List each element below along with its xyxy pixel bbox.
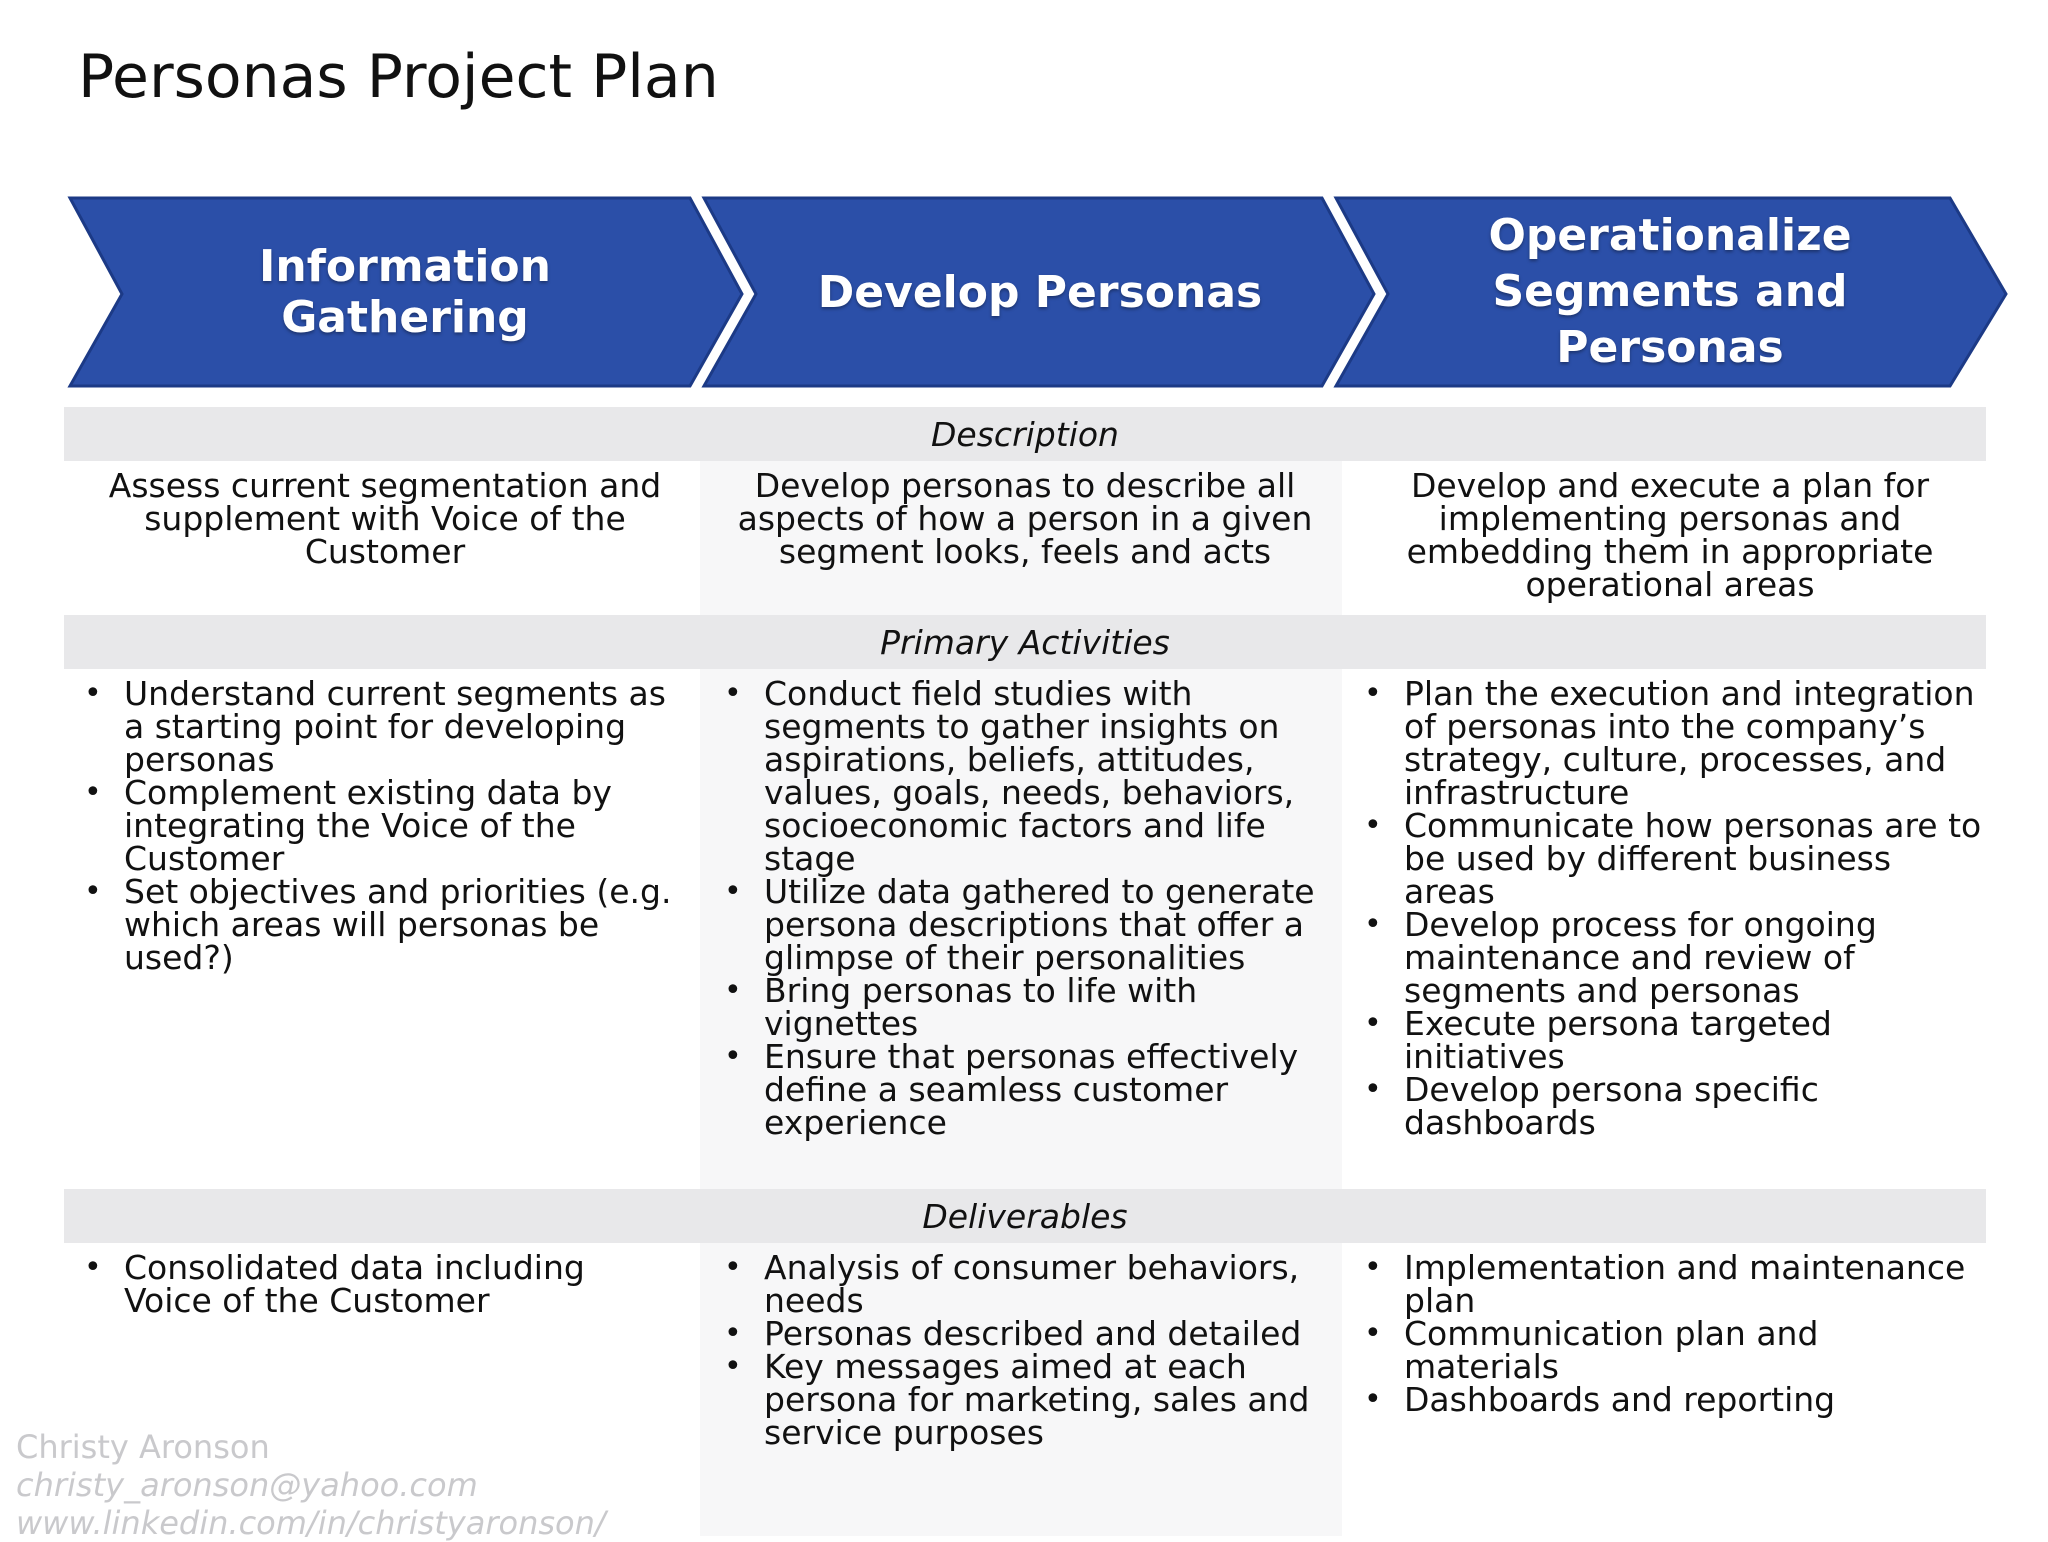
activities-develop-personas: [722, 674, 1332, 1142]
section-band-primary-activities: Primary Activities: [64, 615, 1986, 669]
author-linkedin: www.linkedin.com/in/christyaronson/: [16, 1504, 606, 1542]
activity-item: • Complement existing data by integrating the Voice of the Customer: [82, 776, 682, 875]
activities-information-gathering: [82, 674, 682, 977]
deliverable-item: • Communication plan and materials: [1362, 1317, 1982, 1383]
deliverables-operationalize: [1362, 1248, 1982, 1419]
deliverable-item: • Dashboards and reporting: [1362, 1383, 1982, 1416]
author-name: Christy Aronson: [16, 1428, 270, 1466]
phase-label-information-gathering: Information Gathering: [259, 241, 551, 343]
activity-item: • Develop process for ongoing maintenance and review of segments and personas: [1362, 908, 1982, 1007]
page-title: Personas Project Plan: [78, 42, 719, 112]
author-footer: [16, 1428, 606, 1542]
deliverables-develop-personas: [722, 1248, 1332, 1452]
deliverable-item: • Personas described and detailed: [722, 1317, 1332, 1350]
activities-operationalize: [1362, 674, 1982, 1142]
description-information-gathering: Assess current segmentation and supplement with Voice of the Customer: [108, 466, 662, 571]
activity-item: • Set objectives and priorities (e.g. which areas will personas be used?): [82, 875, 682, 974]
activity-item: • Develop persona specific dashboards: [1362, 1073, 1982, 1139]
activity-item: • Understand current segments as a starting point for developing personas: [82, 677, 682, 776]
deliverable-item: • Consolidated data including Voice of the Customer: [82, 1251, 682, 1317]
description-develop-personas: Develop personas to describe all aspects of how a person in a given segment looks, feels and acts: [737, 466, 1313, 571]
section-band-deliverables: Deliverables: [64, 1189, 1986, 1243]
deliverable-item: • Implementation and maintenance plan: [1362, 1251, 1982, 1317]
author-email: christy_aronson@yahoo.com: [16, 1466, 478, 1504]
activity-item: • Communicate how personas are to be used by different business areas: [1362, 809, 1982, 908]
deliverable-item: • Key messages aimed at each persona for marketing, sales and service purposes: [722, 1350, 1332, 1449]
activity-item: • Plan the execution and integration of personas into the company’s strategy, culture, processes, and infrastructure: [1362, 677, 1982, 809]
activity-item: • Bring personas to life with vignettes: [722, 974, 1332, 1040]
deliverable-item: • Analysis of consumer behaviors, needs: [722, 1251, 1332, 1317]
activity-item: • Utilize data gathered to generate persona descriptions that offer a glimpse of their personalities: [722, 875, 1332, 974]
activity-item: • Execute persona targeted initiatives: [1362, 1007, 1982, 1073]
activity-item: • Ensure that personas effectively define a seamless customer experience: [722, 1040, 1332, 1139]
description-operationalize: Develop and execute a plan for implementing personas and embedding them in appropriate operational areas: [1406, 466, 1934, 604]
deliverables-information-gathering: [82, 1248, 682, 1320]
phase-label-develop-personas: Develop Personas: [817, 266, 1263, 318]
section-band-description: Description: [64, 407, 1986, 461]
activity-item: • Conduct field studies with segments to gather insights on aspirations, beliefs, attitudes, values, goals, needs, behaviors, socioeconomic factors and life stage: [722, 677, 1332, 875]
phase-label-operationalize: Operationalize Segments and Personas: [1488, 210, 1852, 373]
